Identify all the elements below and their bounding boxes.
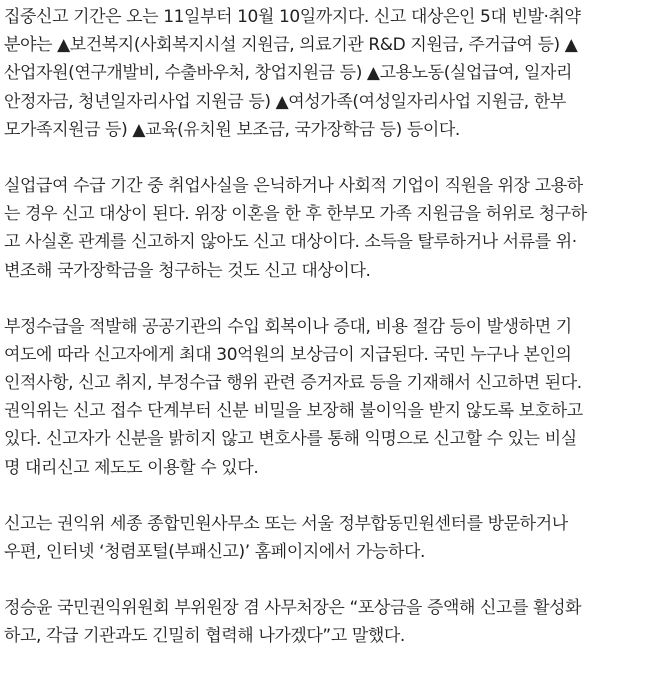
text-line: 모가족지원금 등) ▲교육(유치원 보조금, 국가장학금 등) 등이다. bbox=[4, 119, 460, 140]
paragraph-report-period bbox=[4, 3, 660, 144]
text-line: 인적사항, 신고 취지, 부정수급 행위 관련 증거자료 등을 기재해서 신고하면 된다. bbox=[4, 373, 582, 394]
text-line: 안정자금, 청년일자리사업 지원금 등) ▲여성가족(여성일자리사업 지원금, 한부 bbox=[4, 91, 566, 112]
paragraph-how-to-report bbox=[4, 510, 660, 566]
article-body bbox=[4, 3, 660, 651]
text-line: 권익위는 신고 접수 단계부터 신분 비밀을 보장해 불이익을 받지 않도록 보호하고 bbox=[4, 401, 583, 422]
text-line: 는 경우 신고 대상이 된다. 위장 이혼을 한 후 한부모 가족 지원금을 허위로 청구하 bbox=[4, 204, 587, 225]
text-line: 정승윤 국민권익위원회 부위원장 겸 사무처장은 “포상금을 증액해 신고를 활성화 bbox=[4, 598, 582, 619]
text-line: 여도에 따라 신고자에게 최대 30억원의 보상금이 지급된다. 국민 누구나 본인의 bbox=[4, 344, 572, 365]
text-line: 하고, 각급 기관과도 긴밀히 협력해 나가겠다”고 말했다. bbox=[4, 626, 405, 647]
text-line: 분야는 ▲보건복지(사회복지시설 지원금, 의료기관 R&D 지원금, 주거급여 등) ▲ bbox=[4, 35, 578, 56]
text-line: 신고는 권익위 세종 종합민원사무소 또는 서울 정부합동민원센터를 방문하거나 bbox=[4, 513, 568, 534]
text-line: 산업자원(연구개발비, 수출바우처, 창업지원금 등) ▲고용노동(실업급여, 일자리 bbox=[4, 63, 573, 84]
text-line: 있다. 신고자가 신분을 밝히지 않고 변호사를 통해 익명으로 신고할 수 있는 비실 bbox=[4, 429, 577, 450]
text-line: 부정수급을 적발해 공공기관의 수입 회복이나 증대, 비용 절감 등이 발생하면 기 bbox=[4, 316, 572, 337]
text-line: 고 사실혼 관계를 신고하지 않아도 신고 대상이다. 소득을 탈루하거나 서류를 위· bbox=[4, 232, 577, 253]
text-line: 집중신고 기간은 오는 11일부터 10월 10일까지다. 신고 대상은인 5대 빈발·취약 bbox=[4, 7, 581, 27]
paragraph-reward-protection bbox=[4, 313, 660, 482]
text-line: 실업급여 수급 기간 중 취업사실을 은닉하거나 사회적 기업이 직원을 위장 고용하 bbox=[4, 175, 583, 196]
text-line: 변조해 국가장학금을 청구하는 것도 신고 대상이다. bbox=[4, 260, 371, 281]
paragraph-official-quote bbox=[4, 594, 660, 650]
text-line: 우편, 인터넷 ‘청렴포털(부패신고)’ 홈페이지에서 가능하다. bbox=[4, 542, 426, 562]
paragraph-report-examples bbox=[4, 172, 660, 285]
text-line: 명 대리신고 제도도 이용할 수 있다. bbox=[4, 457, 259, 478]
